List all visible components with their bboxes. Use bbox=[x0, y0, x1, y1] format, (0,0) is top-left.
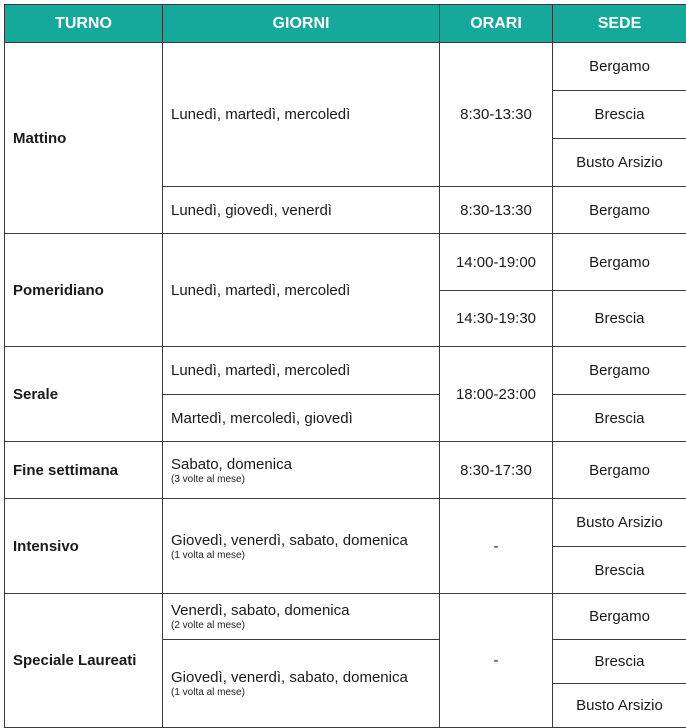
giorni-cell: Lunedì, martedì, mercoledì bbox=[163, 234, 440, 347]
schedule-table bbox=[4, 4, 686, 728]
turno-serale: Serale bbox=[5, 347, 163, 442]
table-row bbox=[5, 347, 686, 395]
giorni-text: Sabato, domenica bbox=[171, 456, 292, 473]
giorni-text: Giovedì, venerdì, sabato, domenica bbox=[171, 532, 408, 549]
sede-cell: Bergamo bbox=[553, 442, 686, 499]
header-orari: ORARI bbox=[440, 5, 553, 43]
orari-cell: 18:00-23:00 bbox=[440, 347, 553, 442]
sede-cell: Busto Arsizio bbox=[553, 139, 686, 187]
turno-intensivo: Intensivo bbox=[5, 499, 163, 594]
sede-cell: Busto Arsizio bbox=[553, 684, 686, 728]
table-row bbox=[5, 43, 686, 91]
table-row bbox=[5, 499, 686, 547]
turno-speciale-laureati: Speciale Laureati bbox=[5, 594, 163, 728]
orari-cell: - bbox=[440, 499, 553, 594]
turno-mattino: Mattino bbox=[5, 43, 163, 234]
giorni-cell bbox=[163, 499, 440, 594]
giorni-text: Venerdì, sabato, domenica bbox=[171, 602, 349, 619]
frequency-note: (1 volta al mese) bbox=[171, 687, 431, 698]
orari-cell: - bbox=[440, 594, 553, 728]
turno-fine-settimana: Fine settimana bbox=[5, 442, 163, 499]
orari-cell: 8:30-13:30 bbox=[440, 187, 553, 234]
giorni-cell bbox=[163, 442, 440, 499]
header-sede: SEDE bbox=[553, 5, 686, 43]
orari-cell: 14:00-19:00 bbox=[440, 234, 553, 291]
sede-cell: Brescia bbox=[553, 395, 686, 442]
turno-pomeridiano: Pomeridiano bbox=[5, 234, 163, 347]
orari-cell: 8:30-13:30 bbox=[440, 43, 553, 187]
table-row bbox=[5, 594, 686, 640]
sede-cell: Bergamo bbox=[553, 594, 686, 640]
frequency-note: (2 volte al mese) bbox=[171, 620, 431, 631]
frequency-note: (3 volte al mese) bbox=[171, 474, 431, 485]
sede-cell: Bergamo bbox=[553, 43, 686, 91]
giorni-cell: Martedì, mercoledì, giovedì bbox=[163, 395, 440, 442]
sede-cell: Bergamo bbox=[553, 234, 686, 291]
sede-cell: Bergamo bbox=[553, 347, 686, 395]
frequency-note: (1 volta al mese) bbox=[171, 550, 431, 561]
header-row bbox=[5, 5, 686, 43]
sede-cell: Bergamo bbox=[553, 187, 686, 234]
giorni-cell: Lunedì, martedì, mercoledì bbox=[163, 347, 440, 395]
sede-cell: Brescia bbox=[553, 640, 686, 684]
header-turno: TURNO bbox=[5, 5, 163, 43]
sede-cell: Busto Arsizio bbox=[553, 499, 686, 547]
sede-cell: Brescia bbox=[553, 291, 686, 347]
giorni-cell: Lunedì, martedì, mercoledì bbox=[163, 43, 440, 187]
sede-cell: Brescia bbox=[553, 547, 686, 594]
orari-cell: 8:30-17:30 bbox=[440, 442, 553, 499]
orari-cell: 14:30-19:30 bbox=[440, 291, 553, 347]
sede-cell: Brescia bbox=[553, 91, 686, 139]
giorni-text: Giovedì, venerdì, sabato, domenica bbox=[171, 669, 408, 686]
header-giorni: GIORNI bbox=[163, 5, 440, 43]
table-row bbox=[5, 234, 686, 291]
giorni-cell bbox=[163, 640, 440, 728]
table-row bbox=[5, 442, 686, 499]
giorni-cell bbox=[163, 594, 440, 640]
giorni-cell: Lunedì, giovedì, venerdì bbox=[163, 187, 440, 234]
